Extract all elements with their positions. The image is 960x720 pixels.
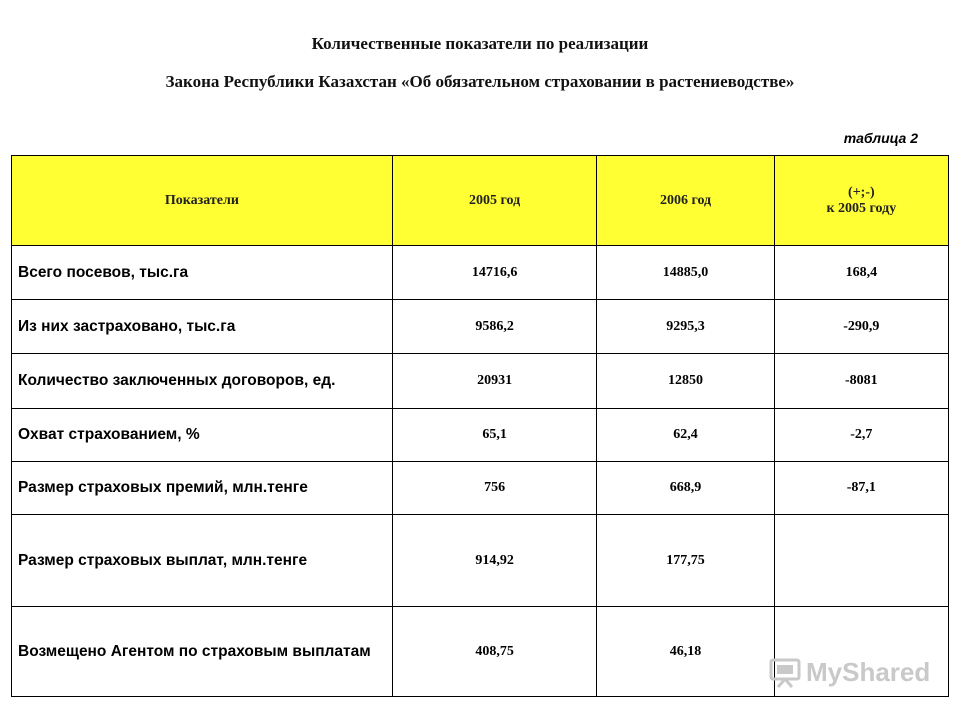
row-indicator: Размер страховых премий, млн.тенге [12, 462, 393, 515]
row-indicator: Из них застраховано, тыс.га [12, 300, 393, 354]
indicators-table [11, 155, 949, 697]
row-value-diff: -87,1 [774, 462, 948, 515]
watermark [768, 655, 930, 689]
row-value-2005: 756 [392, 462, 597, 515]
header-2005: 2005 год [392, 156, 597, 246]
row-value-2006: 12850 [597, 354, 774, 409]
row-indicator: Возмещено Агентом по страховым выплатам [12, 607, 393, 697]
table-row [12, 246, 949, 300]
header-diff-line-2: к 2005 году [826, 200, 897, 216]
row-value-diff: 168,4 [774, 246, 948, 300]
row-value-2005: 14716,6 [392, 246, 597, 300]
row-value-2006: 668,9 [597, 462, 774, 515]
title-line-1: Количественные показатели по реализации [311, 34, 649, 53]
row-value-2005: 20931 [392, 354, 597, 409]
row-indicator: Количество заключенных договоров, ед. [12, 354, 393, 409]
row-value-2006: 62,4 [597, 409, 774, 462]
row-indicator: Всего посевов, тыс.га [12, 246, 393, 300]
row-indicator: Охват страхованием, % [12, 409, 393, 462]
row-value-2005: 914,92 [392, 515, 597, 607]
header-indicators: Показатели [12, 156, 393, 246]
row-value-diff: -8081 [774, 354, 948, 409]
header-diff-line-1: (+;-) [848, 184, 875, 200]
row-value-2005: 408,75 [392, 607, 597, 697]
table-label: таблица 2 [843, 130, 918, 146]
table-row [12, 300, 949, 354]
table-row [12, 354, 949, 409]
table-row [12, 515, 949, 607]
header-diff [774, 156, 948, 246]
watermark-text: MyShared [806, 656, 931, 687]
row-value-diff [774, 515, 948, 607]
row-value-2006: 14885,0 [597, 246, 774, 300]
row-value-2006: 46,18 [597, 607, 774, 697]
row-value-2006: 177,75 [597, 515, 774, 607]
row-value-diff: -2,7 [774, 409, 948, 462]
row-value-diff: -290,9 [774, 300, 948, 354]
table-header-row [12, 156, 949, 246]
presentation-board-icon [768, 655, 802, 689]
row-value-2005: 65,1 [392, 409, 597, 462]
row-value-2005: 9586,2 [392, 300, 597, 354]
title-line-2: Закона Республики Казахстан «Об обязательном страховании в растениеводстве» [165, 72, 795, 91]
table-row [12, 409, 949, 462]
row-value-2006: 9295,3 [597, 300, 774, 354]
row-indicator: Размер страховых выплат, млн.тенге [12, 515, 393, 607]
header-2006: 2006 год [597, 156, 774, 246]
table-row [12, 462, 949, 515]
